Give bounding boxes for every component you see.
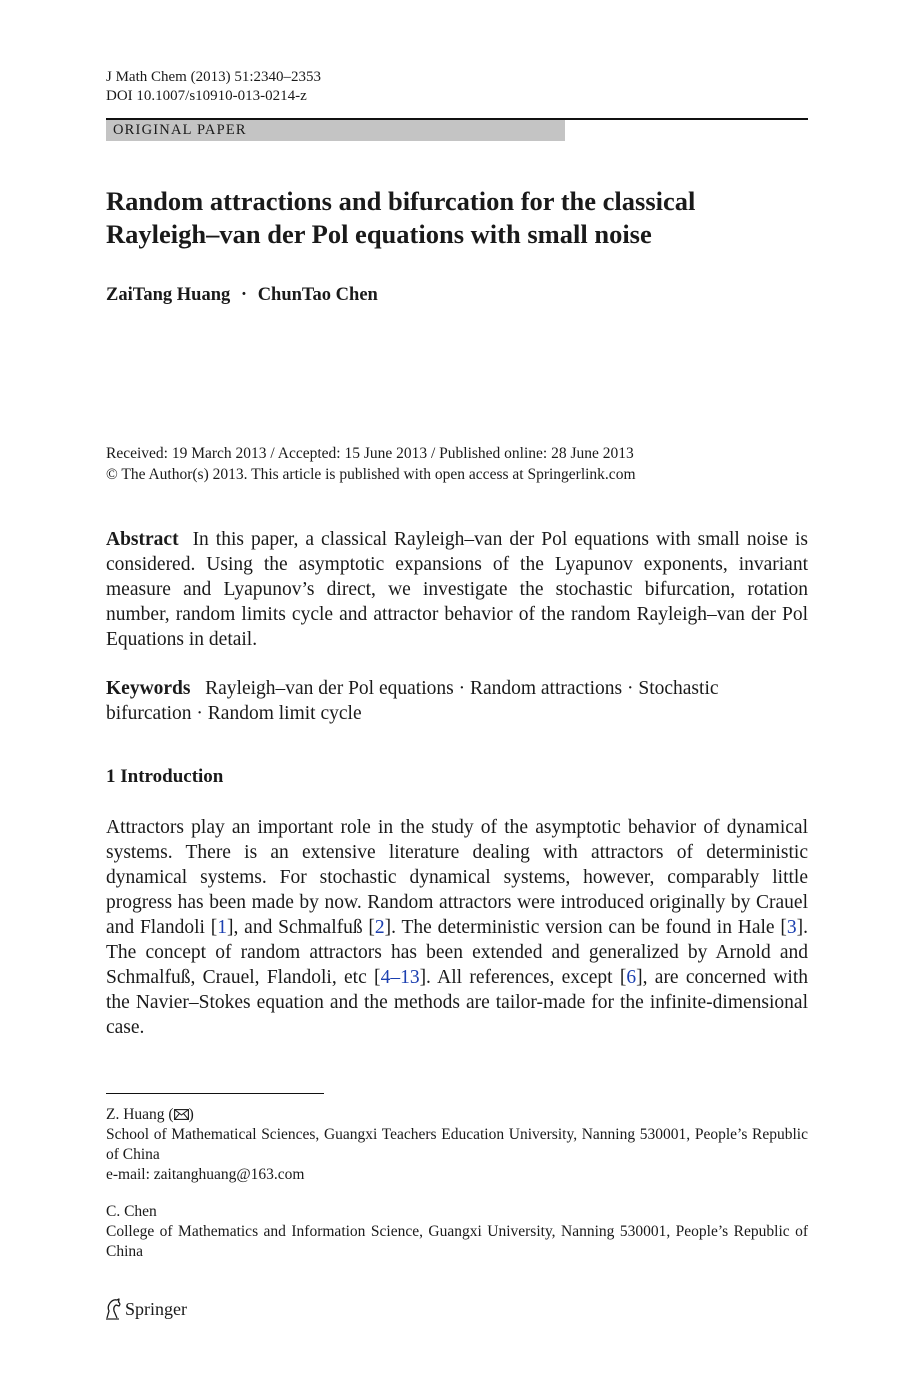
keywords-label: Keywords — [106, 678, 191, 699]
abstract-label: Abstract — [106, 529, 179, 550]
title-line-1: Random attractions and bifurcation for the classical — [106, 186, 696, 216]
envelope-icon — [174, 1109, 189, 1120]
publisher-logo — [104, 1298, 187, 1320]
article-type-badge: ORIGINAL PAPER — [106, 120, 565, 141]
history-line: Received: 19 March 2013 / Accepted: 15 June 2013 / Published online: 28 June 2013 — [106, 445, 634, 462]
keywords-section — [106, 676, 808, 726]
introduction-paragraph — [106, 815, 808, 1040]
footnote-chen-name: C. Chen — [106, 1203, 157, 1220]
footnote-huang-email[interactable]: e-mail: zaitanghuang@163.com — [106, 1166, 305, 1183]
journal-line: J Math Chem (2013) 51:2340–2353 — [106, 69, 321, 85]
journal-citation — [106, 68, 321, 106]
footnote-chen — [106, 1202, 808, 1262]
author-separator: · — [240, 285, 248, 305]
intro-text-4: ]. The concept of random attractors has been extended and generalized by Arnold and Schmalfuß, Crauel, Flandoli, etc [ — [106, 917, 808, 988]
section-heading-introduction: 1 Introduction — [106, 766, 224, 787]
publisher-name: Springer — [125, 1298, 187, 1319]
footnote-rule — [106, 1093, 324, 1094]
footnote-huang-affiliation: School of Mathematical Sciences, Guangxi Teachers Education University, Nanning 530001, People’s Republic of China — [106, 1126, 808, 1163]
paper-title — [106, 185, 808, 251]
author-huang: ZaiTang Huang — [106, 285, 231, 305]
abstract-section — [106, 527, 808, 652]
citation-link-2[interactable]: 2 — [374, 917, 385, 938]
title-line-2: Rayleigh–van der Pol equations with small noise — [106, 219, 652, 249]
intro-text-5: ]. All references, except [ — [419, 967, 627, 988]
intro-text-1: Attractors play an important role in the study of the asymptotic behavior of dynamical systems. There is an extensive literature dealing with attractors of deterministic dynamical systems. For stochastic dynamical systems, however, comparably little progress has been made by now. Random attractors were introduced originally by Crauel and Flandoli [ — [106, 817, 808, 938]
copyright-line: © The Author(s) 2013. This article is published with open access at Springerlink.com — [106, 466, 636, 483]
footnote-huang-name-line: Z. Huang ( ) — [106, 1106, 194, 1123]
footnote-huang — [106, 1105, 808, 1185]
author-chen: ChunTao Chen — [257, 285, 378, 305]
citation-link-4-13[interactable]: 4–13 — [380, 967, 420, 988]
intro-text-2: ], and Schmalfuß [ — [227, 917, 375, 938]
intro-text-6: ], are concerned with the Navier–Stokes equation and the methods are tailor-made for the infinite-dimensional case. — [106, 967, 808, 1038]
citation-link-6[interactable]: 6 — [626, 967, 637, 988]
publication-history — [106, 443, 808, 485]
doi-line: DOI 10.1007/s10910-013-0214-z — [106, 88, 307, 104]
intro-text-3: ]. The deterministic version can be found in Hale [ — [384, 917, 787, 938]
citation-link-3[interactable]: 3 — [786, 917, 797, 938]
keywords-text: Rayleigh–van der Pol equations · Random attractions · Stochastic bifurcation · Random limit cycle — [106, 678, 719, 724]
footnote-chen-affiliation: College of Mathematics and Information Science, Guangxi University, Nanning 530001, People’s Republic of China — [106, 1223, 808, 1260]
citation-link-1[interactable]: 1 — [217, 917, 228, 938]
author-list — [106, 284, 378, 306]
abstract-text: In this paper, a classical Rayleigh–van der Pol equations with small noise is considered. Using the asymptotic expansions of the Lyapunov exponents, invariant measure and Lyapunov’s direct, we investigate the stochastic bifurcation, rotation number, random limits cycle and attractor behavior of the random Rayleigh–van der Pol Equations in detail. — [106, 529, 808, 650]
springer-horse-icon — [104, 1298, 122, 1320]
